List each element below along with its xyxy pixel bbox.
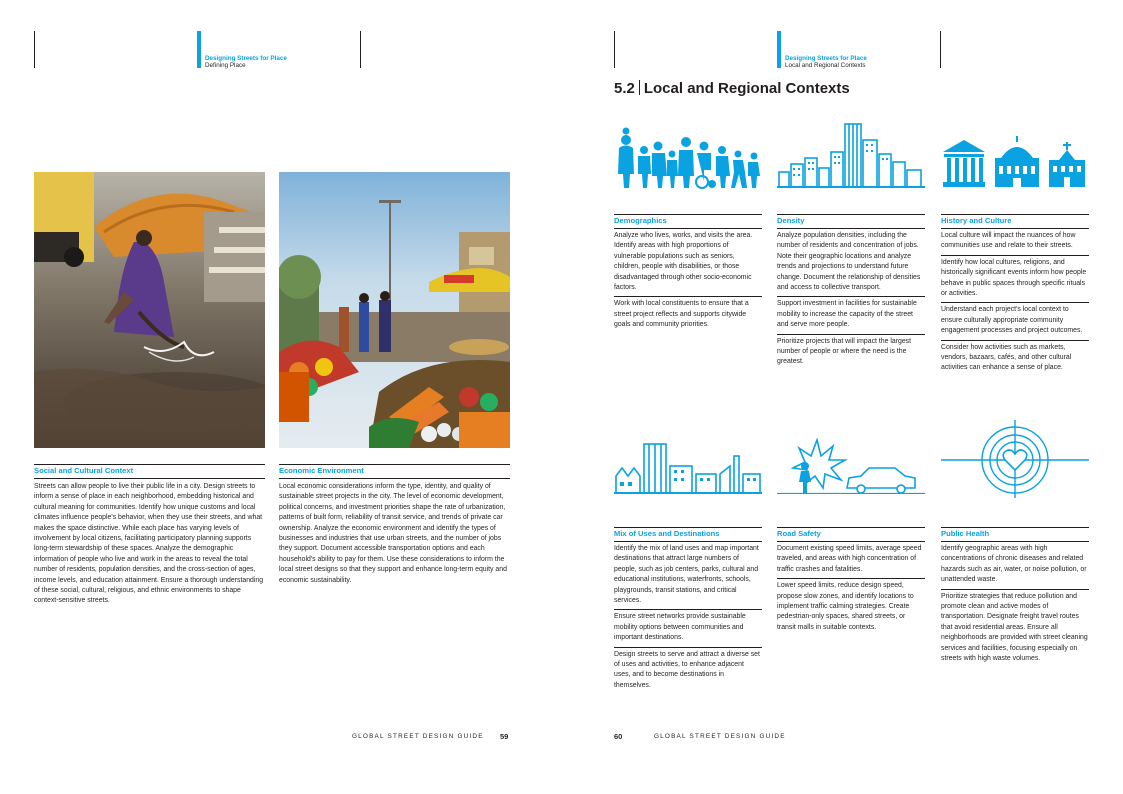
column-paragraph: Support investment in facilities for sustainable mobility to increase the capacity of the street and serve more people.	[777, 297, 925, 334]
column-paragraph: Design streets to serve and attract a diverse set of uses and activities, to enhance adjacent uses, and to become destinations in themselves.	[614, 650, 760, 689]
column-paragraph: Identify the mix of land uses and map important destinations that attract large numbers of people, such as job centers, parks, cultural and educational institutions, waterfronts, schools, playgrounds, transit stations, and critical services.	[614, 542, 762, 610]
column-heading: Economic Environment	[279, 464, 510, 479]
column-paragraph: Understand each project's local context to ensure culturally appropriate community engagement processes and project outcomes.	[941, 303, 1089, 340]
column-paragraph: Consider how activities such as markets, vendors, bazaars, cafés, and other cultural activities can enhance a sense of place.	[941, 343, 1072, 372]
column-paragraph: Identify geographic areas with high concentrations of chronic diseases and related hazards such as air, water, or noise pollution, or unattended waste.	[941, 542, 1089, 590]
column-paragraph: Prioritize strategies that reduce pollution and promote clean and active modes of transportation. Designate freight travel routes that avoid residential areas. Ensure all neighborhoods are provided with street cleaning services and facilities, focusing especially on streets with high waste volumes.	[941, 592, 1088, 663]
running-head-section: Designing Streets for Place	[785, 55, 867, 62]
page-number-right: 60	[614, 732, 623, 741]
column-paragraph: Identify how local cultures, religions, and historically significant events inform how people behave in public spaces through specific rituals or activities.	[941, 256, 1089, 304]
crash-icon	[777, 438, 925, 494]
running-head-subsection: Defining Place	[205, 62, 246, 70]
column-heading: Public Health	[941, 527, 1089, 542]
demographics-column	[614, 214, 762, 334]
section-title	[614, 80, 850, 97]
section-number: 5.2	[614, 80, 635, 97]
crop-mark	[34, 31, 35, 68]
city-skyline-icon	[777, 122, 925, 188]
column-heading: History and Culture	[941, 214, 1089, 229]
road-safety-column	[777, 527, 925, 636]
column-paragraph: Analyze who lives, works, and visits the area. Identify areas with high proportions of vulnerable populations such as seniors, children, people with disabilities, or those disadvantaged through other socio-economic factors.	[614, 229, 762, 297]
running-head-left	[197, 31, 287, 68]
column-heading: Density	[777, 214, 925, 229]
social-cultural-context-column	[34, 464, 265, 610]
street-market-photo	[279, 172, 510, 448]
column-heading: Road Safety	[777, 527, 925, 542]
heart-target-icon	[941, 420, 1089, 498]
economic-environment-column	[279, 464, 510, 589]
column-paragraph: Document existing speed limits, average speed traveled, and areas with high concentration of traffic crashes and fatalities.	[777, 542, 925, 579]
column-paragraph: Prioritize projects that will impact the largest number of people or where the need is the greatest.	[777, 337, 912, 366]
history-culture-column	[941, 214, 1089, 377]
section-title-text: Local and Regional Contexts	[643, 80, 850, 97]
column-body: Streets can allow people to live their public life in a city. Design streets to inform a sense of place in each neighborhood, embedding historical and cultural meaning for communities. Identify how unique customs and local climates influence people's behavior, when they use their streets, and what makes the space distinctive. While each place has varying levels of involvement by local citizens, facilitating participatory planning supports long-term stewardship of these spaces. Analyze the demographic information of people who live and work in the areas to reveal the total number of residents, population densities, and the cross-section of ages, income levels, and education attainment. Ensure a thorough understanding of these social, cultural, religious, and ethnic environments to shape context-sensitive streets.	[34, 483, 264, 605]
public-health-column	[941, 527, 1089, 667]
woman-washing-street-photo	[34, 172, 265, 448]
running-head-right	[777, 31, 867, 68]
crop-mark	[940, 31, 941, 68]
column-paragraph: Ensure street networks provide sustainable mobility options between communities and important destinations.	[614, 610, 762, 647]
people-icon	[614, 126, 762, 190]
column-paragraph: Work with local constituents to ensure that a street project reflects and supports citywide goals and community priorities.	[614, 300, 749, 329]
column-heading: Mix of Uses and Destinations	[614, 527, 762, 542]
historic-buildings-icon	[941, 136, 1089, 188]
column-heading: Demographics	[614, 214, 762, 229]
mixed-uses-icon	[614, 438, 762, 494]
page-number-left: 59	[500, 732, 509, 741]
column-paragraph: Analyze population densities, including the number of residents and concentration of jobs. Note their geographic locations and analyze trends and projections to understand future change. Document the relationship of densities and access to collective transport.	[777, 229, 925, 297]
footer-left-label: GLOBAL STREET DESIGN GUIDE	[352, 733, 484, 740]
column-body: Local economic considerations inform the type, identity, and quality of sustainable street projects in the city. The level of economic development, political concerns, and investment priorities shape the rate of urbanization, patterns of built form, reliability of transit service, and trends of private car ownership. Analyze the economic environment and identify the types of businesses and industries that use urban streets, and the number of jobs they support. Document accessible transportation options and each household's ability to pay for them. Use these considerations to inform the local street designs so that they support and enhance long-term equity and economic sustainability.	[279, 483, 507, 584]
density-column	[777, 214, 925, 371]
running-head-subsection: Local and Regional Contexts	[785, 62, 866, 70]
footer-right-label: GLOBAL STREET DESIGN GUIDE	[654, 733, 786, 740]
crop-mark	[360, 31, 361, 68]
column-paragraph: Local culture will impact the nuances of how communities use and relate to their streets.	[941, 229, 1089, 256]
column-heading: Social and Cultural Context	[34, 464, 265, 479]
crop-mark	[614, 31, 615, 68]
mix-of-uses-column	[614, 527, 762, 694]
column-paragraph: Lower speed limits, reduce design speed, propose slow zones, and identify locations to implement traffic calming strategies. Create pedestrian-only spaces, shared streets, or transit malls in suitable contexts.	[777, 582, 914, 631]
running-head-section: Designing Streets for Place	[205, 55, 287, 62]
